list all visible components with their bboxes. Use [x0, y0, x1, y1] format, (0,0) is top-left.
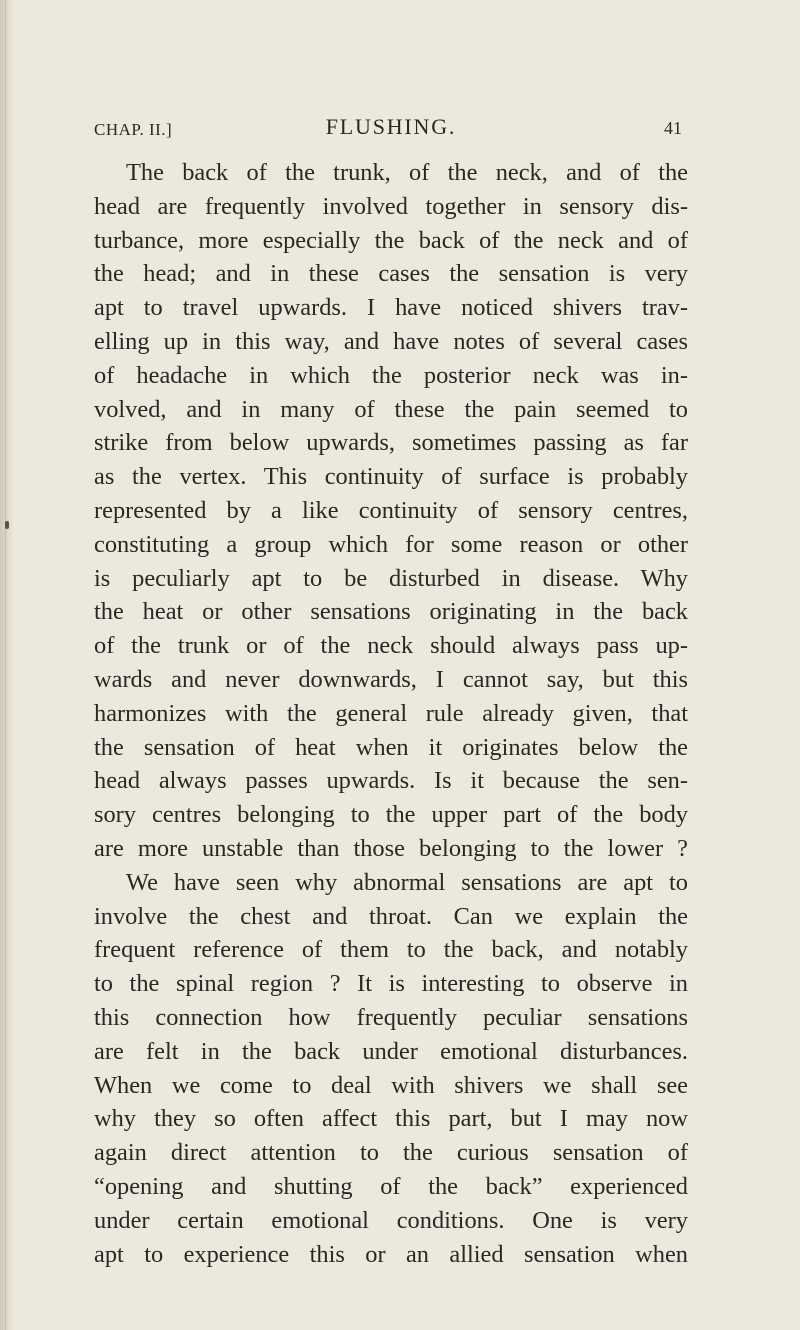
chapter-label: CHAP. II.]	[94, 120, 173, 139]
text-line: the sensation of heat when it originates below the	[94, 733, 688, 761]
text-line: of the trunk or of the neck should always pass up-	[94, 632, 688, 660]
text-line: “opening and shutting of the back” experienced	[94, 1172, 688, 1200]
text-line: sory centres belonging to the upper part of the body	[94, 801, 688, 829]
text-line: of headache in which the posterior neck was in-	[94, 361, 688, 389]
text-line: head are frequently involved together in sensory dis-	[94, 192, 688, 220]
text-line: head always passes upwards. Is it because the sen-	[94, 767, 688, 795]
text-line: strike from below upwards, sometimes passing as far	[94, 429, 688, 457]
page-number: 41	[664, 118, 682, 138]
text-line: the heat or other sensations originating in the back	[94, 598, 688, 626]
text-line: the head; and in these cases the sensation is very	[94, 260, 688, 288]
margin-mark	[5, 521, 9, 529]
text-line: represented by a like continuity of sensory centres,	[94, 496, 688, 524]
body-paragraph	[94, 156, 688, 1271]
text-line: constituting a group which for some reason or other	[94, 530, 688, 558]
text-line: elling up in this way, and have notes of several cases	[94, 327, 688, 355]
page-gutter-line	[5, 0, 6, 1330]
text-line: turbance, more especially the back of the neck and of	[94, 226, 688, 254]
text-line: this connection how frequently peculiar sensations	[94, 1003, 688, 1031]
text-line: volved, and in many of these the pain seemed to	[94, 395, 688, 423]
text-line: why they so often affect this part, but I may now	[94, 1105, 688, 1133]
text-line: wards and never downwards, I cannot say, but this	[94, 665, 688, 693]
text-line: involve the chest and throat. Can we explain the	[94, 902, 688, 930]
text-line: We have seen why abnormal sensations are apt to	[126, 868, 688, 896]
text-line: frequent reference of them to the back, and notably	[94, 936, 688, 964]
text-line: are more unstable than those belonging to the lower ?	[94, 834, 688, 862]
text-line: harmonizes with the general rule already given, that	[94, 699, 688, 727]
text-line: When we come to deal with shivers we shall see	[94, 1071, 688, 1099]
running-head	[94, 112, 688, 144]
page-title: FLUSHING.	[325, 114, 457, 139]
text-line: are felt in the back under emotional disturbances.	[94, 1037, 688, 1065]
text-line: is peculiarly apt to be disturbed in disease. Why	[94, 564, 688, 592]
text-line: The back of the trunk, of the neck, and of the	[126, 159, 688, 186]
text-line: to the spinal region ? It is interesting to observe in	[94, 970, 688, 998]
page-gutter-shadow	[0, 0, 14, 1330]
text-line: apt to travel upwards. I have noticed shivers trav-	[94, 294, 688, 322]
text-line: under certain emotional conditions. One is very	[94, 1206, 688, 1234]
text-line: apt to experience this or an allied sensation when	[94, 1240, 688, 1268]
text-line: as the vertex. This continuity of surface is probably	[94, 463, 688, 491]
text-line: again direct attention to the curious sensation of	[94, 1139, 688, 1167]
